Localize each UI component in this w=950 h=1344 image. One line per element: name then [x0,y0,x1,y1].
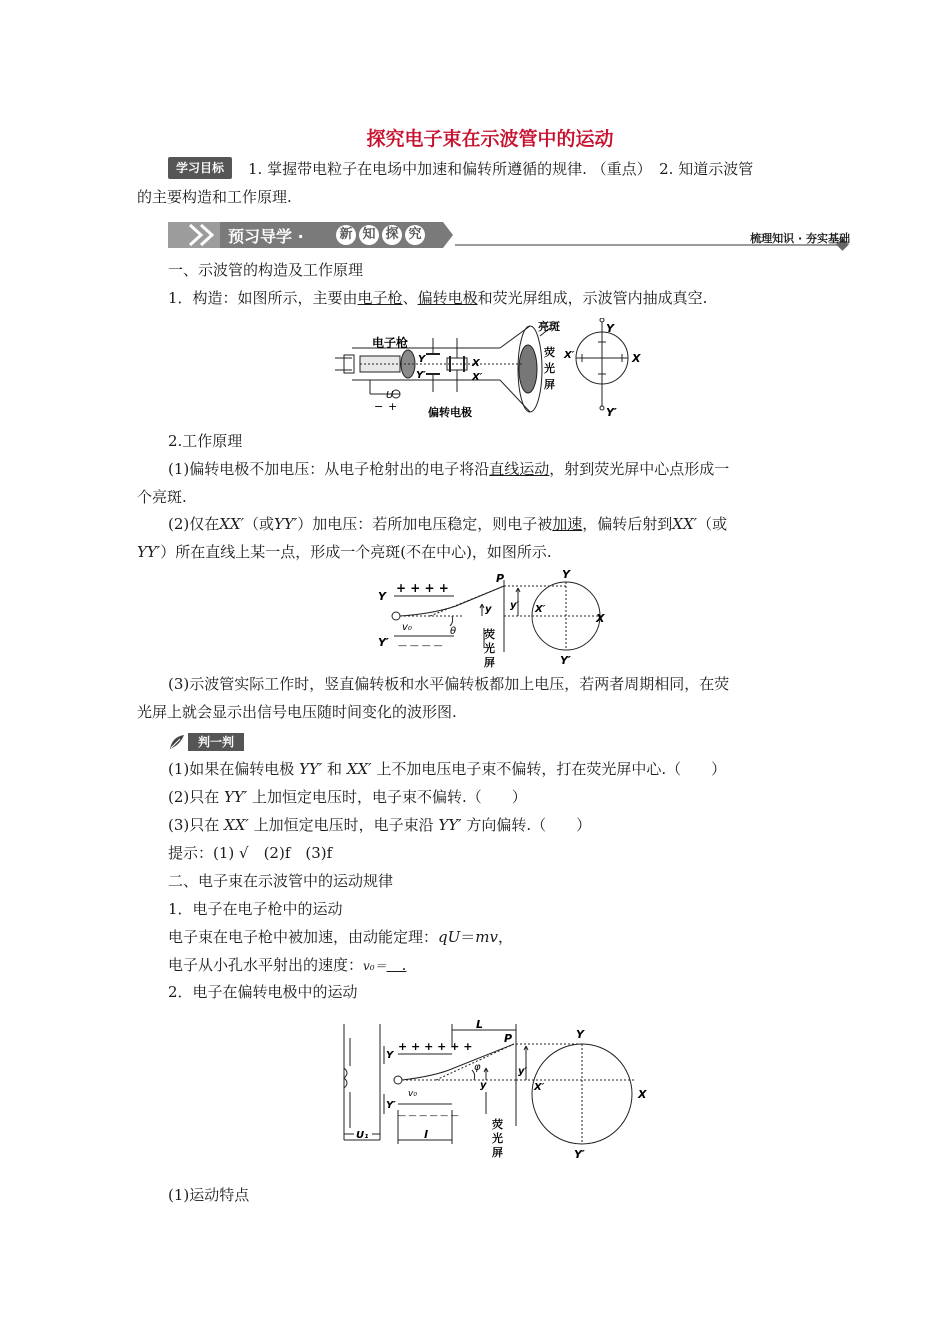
section2-item1: 1．电子在电子枪中的运动 [168,900,343,918]
text: (1)偏转电极不加电压：从电子枪射出的电子将沿 [168,460,490,478]
fig2-label-screen-Y: Y [562,568,570,581]
text: ）所在直线上某一点，形成一个亮斑(不在中心)，如图所示. [160,543,552,561]
text: 上加恒定电压时，电子束沿 [253,816,434,834]
fig1-label-screen-Y: Y [606,322,614,335]
learning-goals-tag: 学习目标 [168,157,232,179]
deflection-figure [372,568,612,670]
principle-p3-line1: (3)示波管实际工作时，竖直偏转板和水平偏转板都加上电压，若两者周期相同，在荧 [168,675,730,693]
fig1-label-screen-Xp: X′ [564,350,575,361]
symbol: XX′ [672,515,698,533]
fig1-label-screen-X: X [632,352,641,365]
symbol: YY′ [224,788,248,806]
fig1-label-X: X [472,358,480,369]
principle-p2-line2 [137,541,552,563]
fig1-label-plus: + [388,400,398,413]
symbol: YY′ [299,760,323,778]
fig3-label-v0: v₀ [408,1089,417,1099]
fig3-label-L: L [476,1018,484,1031]
fig1-label-spot: 亮斑 [538,320,560,333]
section2-energy-line [168,926,513,948]
fig3-label-screen-1: 荧 [492,1118,503,1131]
fig2-label-screen-3: 屏 [484,656,495,669]
fig2-label-X: X [596,612,605,625]
fig2-label-Yp: Y′ [378,636,389,649]
symbol: XX′ [224,816,249,834]
fig3-label-phi: φ [474,1062,481,1073]
fig1-label-gun: 电子枪 [372,336,409,350]
oscilloscope-tube-figure [330,318,650,420]
text: 电子从小孔水平射出的速度： [168,956,364,974]
text: 和荧光屏组成，示波管内抽成真空. [477,289,708,307]
fig1-label-screen-2: 光 [544,362,555,375]
fig3-label-yp: y′ [518,1066,528,1077]
symbol: qU [438,928,461,946]
fig3-plus-plate: + + + + + + [398,1040,473,1053]
fig3-label-Xp: X′ [534,1082,545,1093]
fig3-label-X: X [638,1088,647,1101]
banner-char: 探 [382,225,402,245]
symbol: YY′ [274,515,298,533]
deflection-with-gun-figure [336,1018,656,1164]
fig3-label-P: P [504,1032,513,1045]
text: （或 [244,515,275,533]
text: (1)如果在偏转电极 [168,760,295,778]
fig1-label-screen-1: 荧 [544,346,555,359]
fig3-label-screen-Yp: Y′ [574,1148,585,1161]
text: (2)仅在 [168,515,220,533]
fig2-plus-plate: + + + + [396,581,449,595]
principle-p3-line2: 光屏上就会显示出信号电压随时间变化的波形图. [137,703,457,721]
fig3-label-Y: Y [386,1050,394,1061]
symbol: XX′ [346,760,372,778]
principle-p1 [168,458,729,480]
banner-chars [336,225,425,245]
principle-p2 [168,513,727,535]
principle-p1-line2: 个亮斑. [137,488,187,506]
text: ）加电压：若所加电压稳定，则电子被 [297,515,553,533]
fig2-label-Y: Y [378,590,386,603]
fig2-label-theta: θ [450,626,457,637]
text: 1．构造：如图所示，主要由 [168,289,358,307]
fig2-label-yp: y′ [510,600,520,611]
text: 和 [327,760,343,778]
fig1-label-Xp: X′ [472,372,483,383]
fig2-label-Xp: X′ [535,604,546,615]
banner-char: 新 [336,225,356,245]
page-title: 探究电子束在示波管中的运动 [366,128,614,150]
section2-velocity-line [168,954,406,977]
text: ，偏转后射到 [582,515,673,533]
underlined-term: 直线运动 [489,460,550,478]
text: 方向偏转.（ ） [466,816,592,834]
section1-item1 [168,287,707,309]
fig3-label-screen-2: 光 [492,1132,503,1145]
underlined-term: 偏转电极 [417,289,478,307]
learning-goals-line2: 的主要构造和工作原理. [137,188,292,206]
section2-sub1: (1)运动特点 [168,1186,250,1204]
fig2-label-v0: v₀ [402,622,412,633]
fig2-label-screen-1: 荧 [484,628,495,641]
answer-blank: . [386,956,407,974]
leaf-icon [168,733,186,751]
judge-q3 [168,814,591,836]
judge-q1 [168,758,726,780]
underlined-term: 电子枪 [357,289,403,307]
fig2-label-screen-Yp: Y′ [560,654,571,667]
symbol: mv [475,928,498,946]
fig3-minus-plate: — — — — — — [398,1111,459,1120]
judge-tag [168,733,246,751]
symbol: YY′ [137,543,161,561]
text: ， [497,928,513,946]
text: ＝ [460,928,476,946]
fig1-label-minus: − [374,400,384,413]
fig3-label-U1: U₁ [356,1130,369,1141]
underlined-term: 加速 [552,515,583,533]
symbol: v₀＝ [363,959,387,973]
banner-char: 知 [359,225,379,245]
fig1-label-Yp: Y′ [416,370,426,381]
text: 、 [402,289,418,307]
fig1-label-U: U [386,390,394,401]
fig3-label-Yp: Y′ [386,1100,396,1111]
fig2-label-y: y [485,604,492,615]
fig2-label-screen-2: 光 [484,642,495,655]
fig1-label-screen-3: 屏 [544,378,555,391]
fig1-label-Y: Y [418,354,426,365]
text: 上不加电压电子束不偏转，打在荧光屏中心.（ ） [376,760,727,778]
section2-heading: 二、电子束在示波管中的运动规律 [168,872,394,890]
fig3-label-screen-Y: Y [576,1028,584,1041]
fig3-label-l: l [424,1128,428,1141]
banner-char: 究 [405,225,425,245]
section2-item2: 2．电子在偏转电极中的运动 [168,983,358,1001]
judge-hint: 提示：(1) √ (2)f (3)f [168,844,333,862]
judge-label: 判一判 [188,733,244,751]
fig2-minus-plate: — — — — [398,641,443,651]
section1-item2-heading: 2.工作原理 [168,432,243,450]
text: (3)只在 [168,816,220,834]
fig3-label-screen-3: 屏 [492,1146,503,1159]
fig2-label-P: P [496,572,505,585]
banner-right-text: 梳理知识 · 夯实基础 [750,232,850,245]
learning-goals-line1: 1. 掌握带电粒子在电场中加速和偏转所遵循的规律. （重点） 2. 知道示波管 [248,160,754,178]
text: ，射到荧光屏中心点形成一 [549,460,730,478]
text: (2)只在 [168,788,220,806]
section1-heading: 一、示波管的构造及工作原理 [168,261,364,279]
text: 上加恒定电压时，电子束不偏转.（ ） [252,788,527,806]
symbol: XX′ [219,515,245,533]
fig1-label-plates: 偏转电极 [428,406,472,419]
fig3-label-y: y [480,1080,487,1091]
judge-q2 [168,786,527,808]
symbol: YY′ [438,816,462,834]
banner-left-text: 预习导学 · [228,227,304,246]
fig1-label-screen-Yp: Y′ [606,406,617,419]
text: 电子束在电子枪中被加速，由动能定理： [168,928,439,946]
text: （或 [697,515,728,533]
